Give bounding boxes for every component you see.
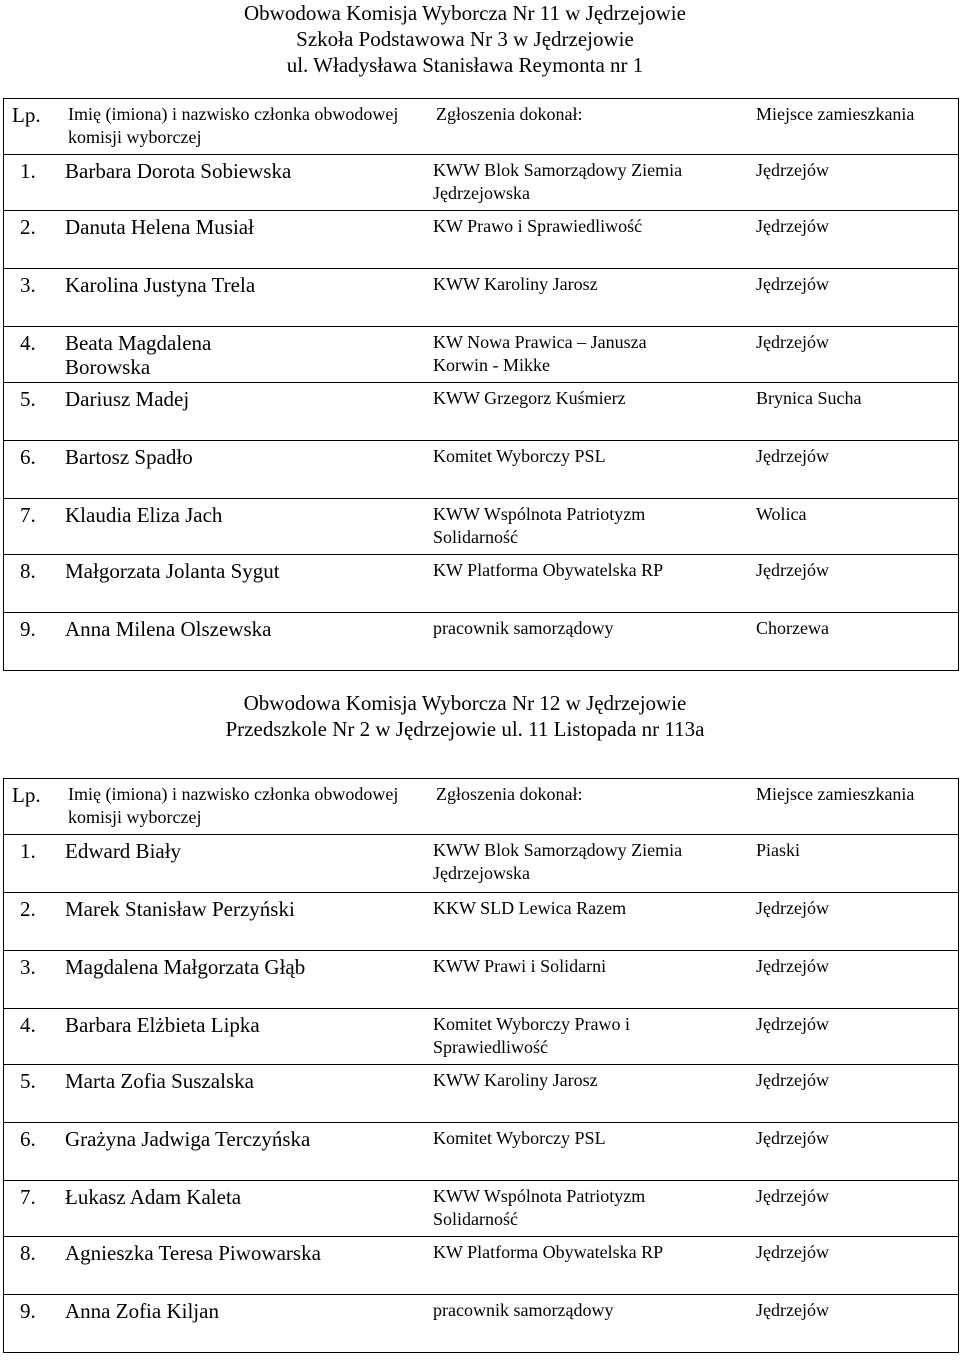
- row-number: 2.: [20, 897, 36, 921]
- heading-line: ul. Władysława Stanisława Reymonta nr 1: [286, 53, 644, 77]
- residence: Jędrzejów: [756, 1242, 829, 1262]
- table-row: [4, 1181, 959, 1237]
- residence: Jędrzejów: [756, 1300, 829, 1320]
- member-name: Bartosz Spadło: [65, 445, 193, 469]
- heading-line: Szkoła Podstawowa Nr 3 w Jędrzejowie: [296, 27, 634, 51]
- header-submitted-by: Zgłoszenia dokonał:: [436, 784, 583, 804]
- heading-line: Przedszkole Nr 2 w Jędrzejowie ul. 11 Listopada nr 113a: [225, 717, 705, 741]
- row-number: 4.: [20, 331, 36, 355]
- residence: Brynica Sucha: [756, 388, 862, 408]
- submitted-by: KWW Wspólnota Patriotyzm Solidarność: [433, 1186, 646, 1229]
- commission-11-heading: [0, 0, 930, 78]
- residence: Chorzewa: [756, 618, 829, 638]
- residence: Jędrzejów: [756, 332, 829, 352]
- member-name: Małgorzata Jolanta Sygut: [65, 559, 280, 583]
- commission-12-table: [3, 778, 959, 1353]
- table-row: [4, 1009, 959, 1065]
- residence: Wolica: [756, 504, 807, 524]
- residence: Jędrzejów: [756, 216, 829, 236]
- table-row: [4, 951, 959, 1009]
- member-name: Marta Zofia Suszalska: [65, 1069, 254, 1093]
- member-name: Dariusz Madej: [65, 387, 190, 411]
- row-number: 1.: [20, 159, 36, 183]
- residence: Jędrzejów: [756, 446, 829, 466]
- submitted-by: KW Platforma Obywatelska RP: [433, 560, 664, 580]
- table-row: [4, 211, 959, 269]
- row-number: 9.: [20, 1299, 36, 1323]
- member-name: Łukasz Adam Kaleta: [65, 1185, 242, 1209]
- row-number: 6.: [20, 445, 36, 469]
- residence: Jędrzejów: [756, 1070, 829, 1090]
- row-number: 5.: [20, 1069, 36, 1093]
- table-row: [4, 1065, 959, 1123]
- residence: Jędrzejów: [756, 274, 829, 294]
- member-name: Edward Biały: [65, 839, 182, 863]
- row-number: 1.: [20, 839, 36, 863]
- commission-11-table: [3, 98, 959, 671]
- header-member: Imię (imiona) i nazwisko członka obwodowej komisji wyborczej: [68, 104, 399, 147]
- member-name: Barbara Dorota Sobiewska: [65, 159, 292, 183]
- residence: Jędrzejów: [756, 1128, 829, 1148]
- table-row: [4, 499, 959, 555]
- table-row: [4, 327, 959, 383]
- submitted-by: Komitet Wyborczy PSL: [433, 446, 606, 466]
- submitted-by: KKW SLD Lewica Razem: [433, 898, 627, 918]
- member-name: Karolina Justyna Trela: [65, 273, 256, 297]
- commission-12-heading: [0, 690, 930, 742]
- header-lp: Lp.: [12, 783, 41, 807]
- residence: Jędrzejów: [756, 560, 829, 580]
- submitted-by: KWW Grzegorz Kuśmierz: [433, 388, 626, 408]
- table-row: [4, 613, 959, 671]
- header-submitted-by: Zgłoszenia dokonał:: [436, 104, 583, 124]
- submitted-by: KWW Blok Samorządowy Ziemia Jędrzejowska: [433, 840, 683, 883]
- submitted-by: Komitet Wyborczy Prawo i Sprawiedliwość: [433, 1014, 631, 1057]
- member-name: Marek Stanisław Perzyński: [65, 897, 295, 921]
- member-name: Danuta Helena Musiał: [65, 215, 254, 239]
- residence: Jędrzejów: [756, 898, 829, 918]
- header-residence: Miejsce zamieszkania: [756, 784, 915, 804]
- table-row: [4, 555, 959, 613]
- residence: Jędrzejów: [756, 160, 829, 180]
- table-header-row: [4, 99, 959, 155]
- residence: Jędrzejów: [756, 956, 829, 976]
- table-row: [4, 893, 959, 951]
- heading-line: Obwodowa Komisja Wyborcza Nr 11 w Jędrzejowie: [244, 1, 686, 25]
- table-header-row: [4, 779, 959, 835]
- table-row: [4, 155, 959, 211]
- member-name: Anna Milena Olszewska: [65, 617, 272, 641]
- submitted-by: KWW Wspólnota Patriotyzm Solidarność: [433, 504, 646, 547]
- submitted-by: KW Prawo i Sprawiedliwość: [433, 216, 643, 236]
- residence: Jędrzejów: [756, 1014, 829, 1034]
- header-member: Imię (imiona) i nazwisko członka obwodowej komisji wyborczej: [68, 784, 399, 827]
- residence: Piaski: [756, 840, 801, 860]
- residence: Jędrzejów: [756, 1186, 829, 1206]
- member-name: Agnieszka Teresa Piwowarska: [65, 1241, 321, 1265]
- header-residence: Miejsce zamieszkania: [756, 104, 915, 124]
- heading-line: Obwodowa Komisja Wyborcza Nr 12 w Jędrzejowie: [243, 691, 687, 715]
- header-lp: Lp.: [12, 103, 41, 127]
- row-number: 3.: [20, 273, 36, 297]
- row-number: 3.: [20, 955, 36, 979]
- submitted-by: KWW Prawi i Solidarni: [433, 956, 607, 976]
- row-number: 7.: [20, 503, 36, 527]
- submitted-by: pracownik samorządowy: [433, 618, 614, 638]
- table-row: [4, 1237, 959, 1295]
- row-number: 4.: [20, 1013, 36, 1037]
- submitted-by: pracownik samorządowy: [433, 1300, 614, 1320]
- submitted-by: KW Platforma Obywatelska RP: [433, 1242, 664, 1262]
- table-row: [4, 269, 959, 327]
- table-row: [4, 1295, 959, 1353]
- row-number: 8.: [20, 1241, 36, 1265]
- submitted-by: Komitet Wyborczy PSL: [433, 1128, 606, 1148]
- submitted-by: KW Nowa Prawica – Janusza Korwin - Mikke: [433, 332, 647, 375]
- member-name: Magdalena Małgorzata Głąb: [65, 955, 306, 979]
- submitted-by: KWW Karoliny Jarosz: [433, 1070, 598, 1090]
- row-number: 6.: [20, 1127, 36, 1151]
- row-number: 9.: [20, 617, 36, 641]
- member-name: Anna Zofia Kiljan: [65, 1299, 219, 1323]
- table-row: [4, 835, 959, 893]
- row-number: 8.: [20, 559, 36, 583]
- submitted-by: KWW Blok Samorządowy Ziemia Jędrzejowska: [433, 160, 683, 203]
- row-number: 2.: [20, 215, 36, 239]
- member-name: Beata Magdalena Borowska: [65, 331, 212, 379]
- member-name: Klaudia Eliza Jach: [65, 503, 223, 527]
- table-row: [4, 1123, 959, 1181]
- member-name: Grażyna Jadwiga Terczyńska: [65, 1127, 311, 1151]
- submitted-by: KWW Karoliny Jarosz: [433, 274, 598, 294]
- table-row: [4, 441, 959, 499]
- row-number: 7.: [20, 1185, 36, 1209]
- row-number: 5.: [20, 387, 36, 411]
- member-name: Barbara Elżbieta Lipka: [65, 1013, 260, 1037]
- table-row: [4, 383, 959, 441]
